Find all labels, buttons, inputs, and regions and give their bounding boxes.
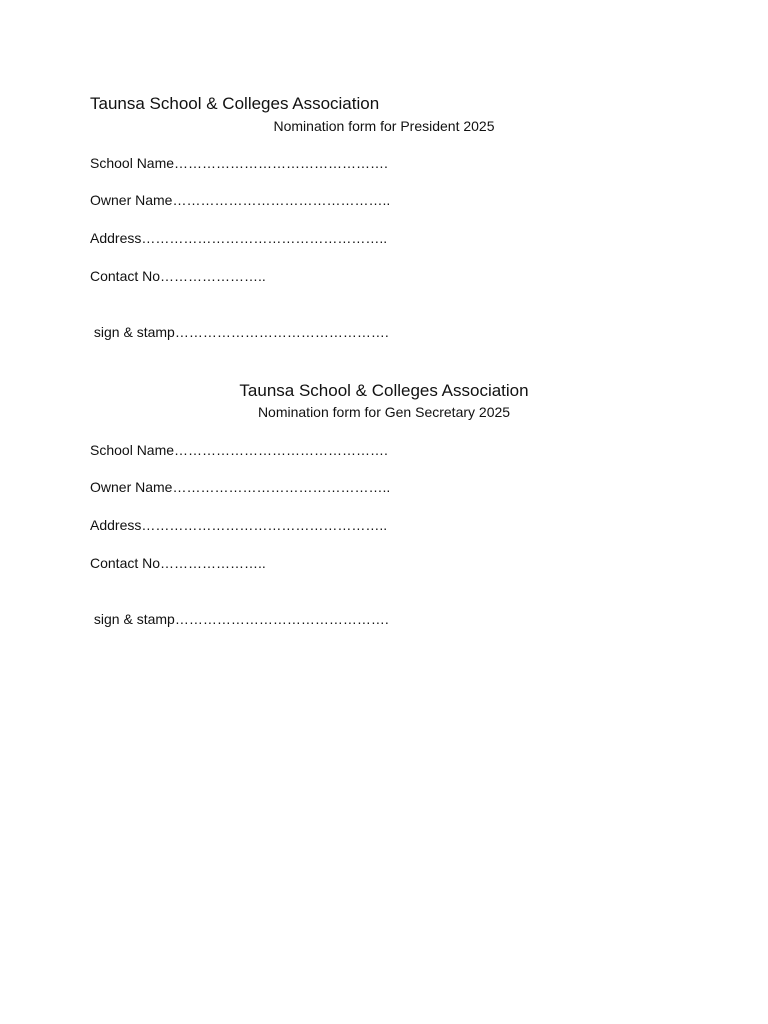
address-field: Address……………………………………………..: [90, 230, 388, 246]
sign-stamp-field: sign & stamp……………………………………….: [90, 324, 389, 340]
address-field: Address……………………………………………..: [90, 517, 388, 533]
form-subtitle: Nomination form for President 2025: [273, 118, 495, 134]
school-name-field: School Name……………………………………….: [90, 155, 388, 171]
form-subtitle: Nomination form for Gen Secretary 2025: [257, 404, 511, 420]
owner-name-field: Owner Name………………………………………..: [90, 479, 391, 495]
contact-no-field: Contact No…………………..: [90, 268, 266, 284]
contact-no-field: Contact No…………………..: [90, 555, 266, 571]
sign-stamp-field: sign & stamp……………………………………….: [90, 611, 389, 627]
school-name-field: School Name……………………………………….: [90, 442, 388, 458]
form-title: Taunsa School & Colleges Association: [90, 94, 380, 113]
owner-name-field: Owner Name………………………………………..: [90, 192, 391, 208]
form-title: Taunsa School & Colleges Association: [239, 381, 529, 400]
